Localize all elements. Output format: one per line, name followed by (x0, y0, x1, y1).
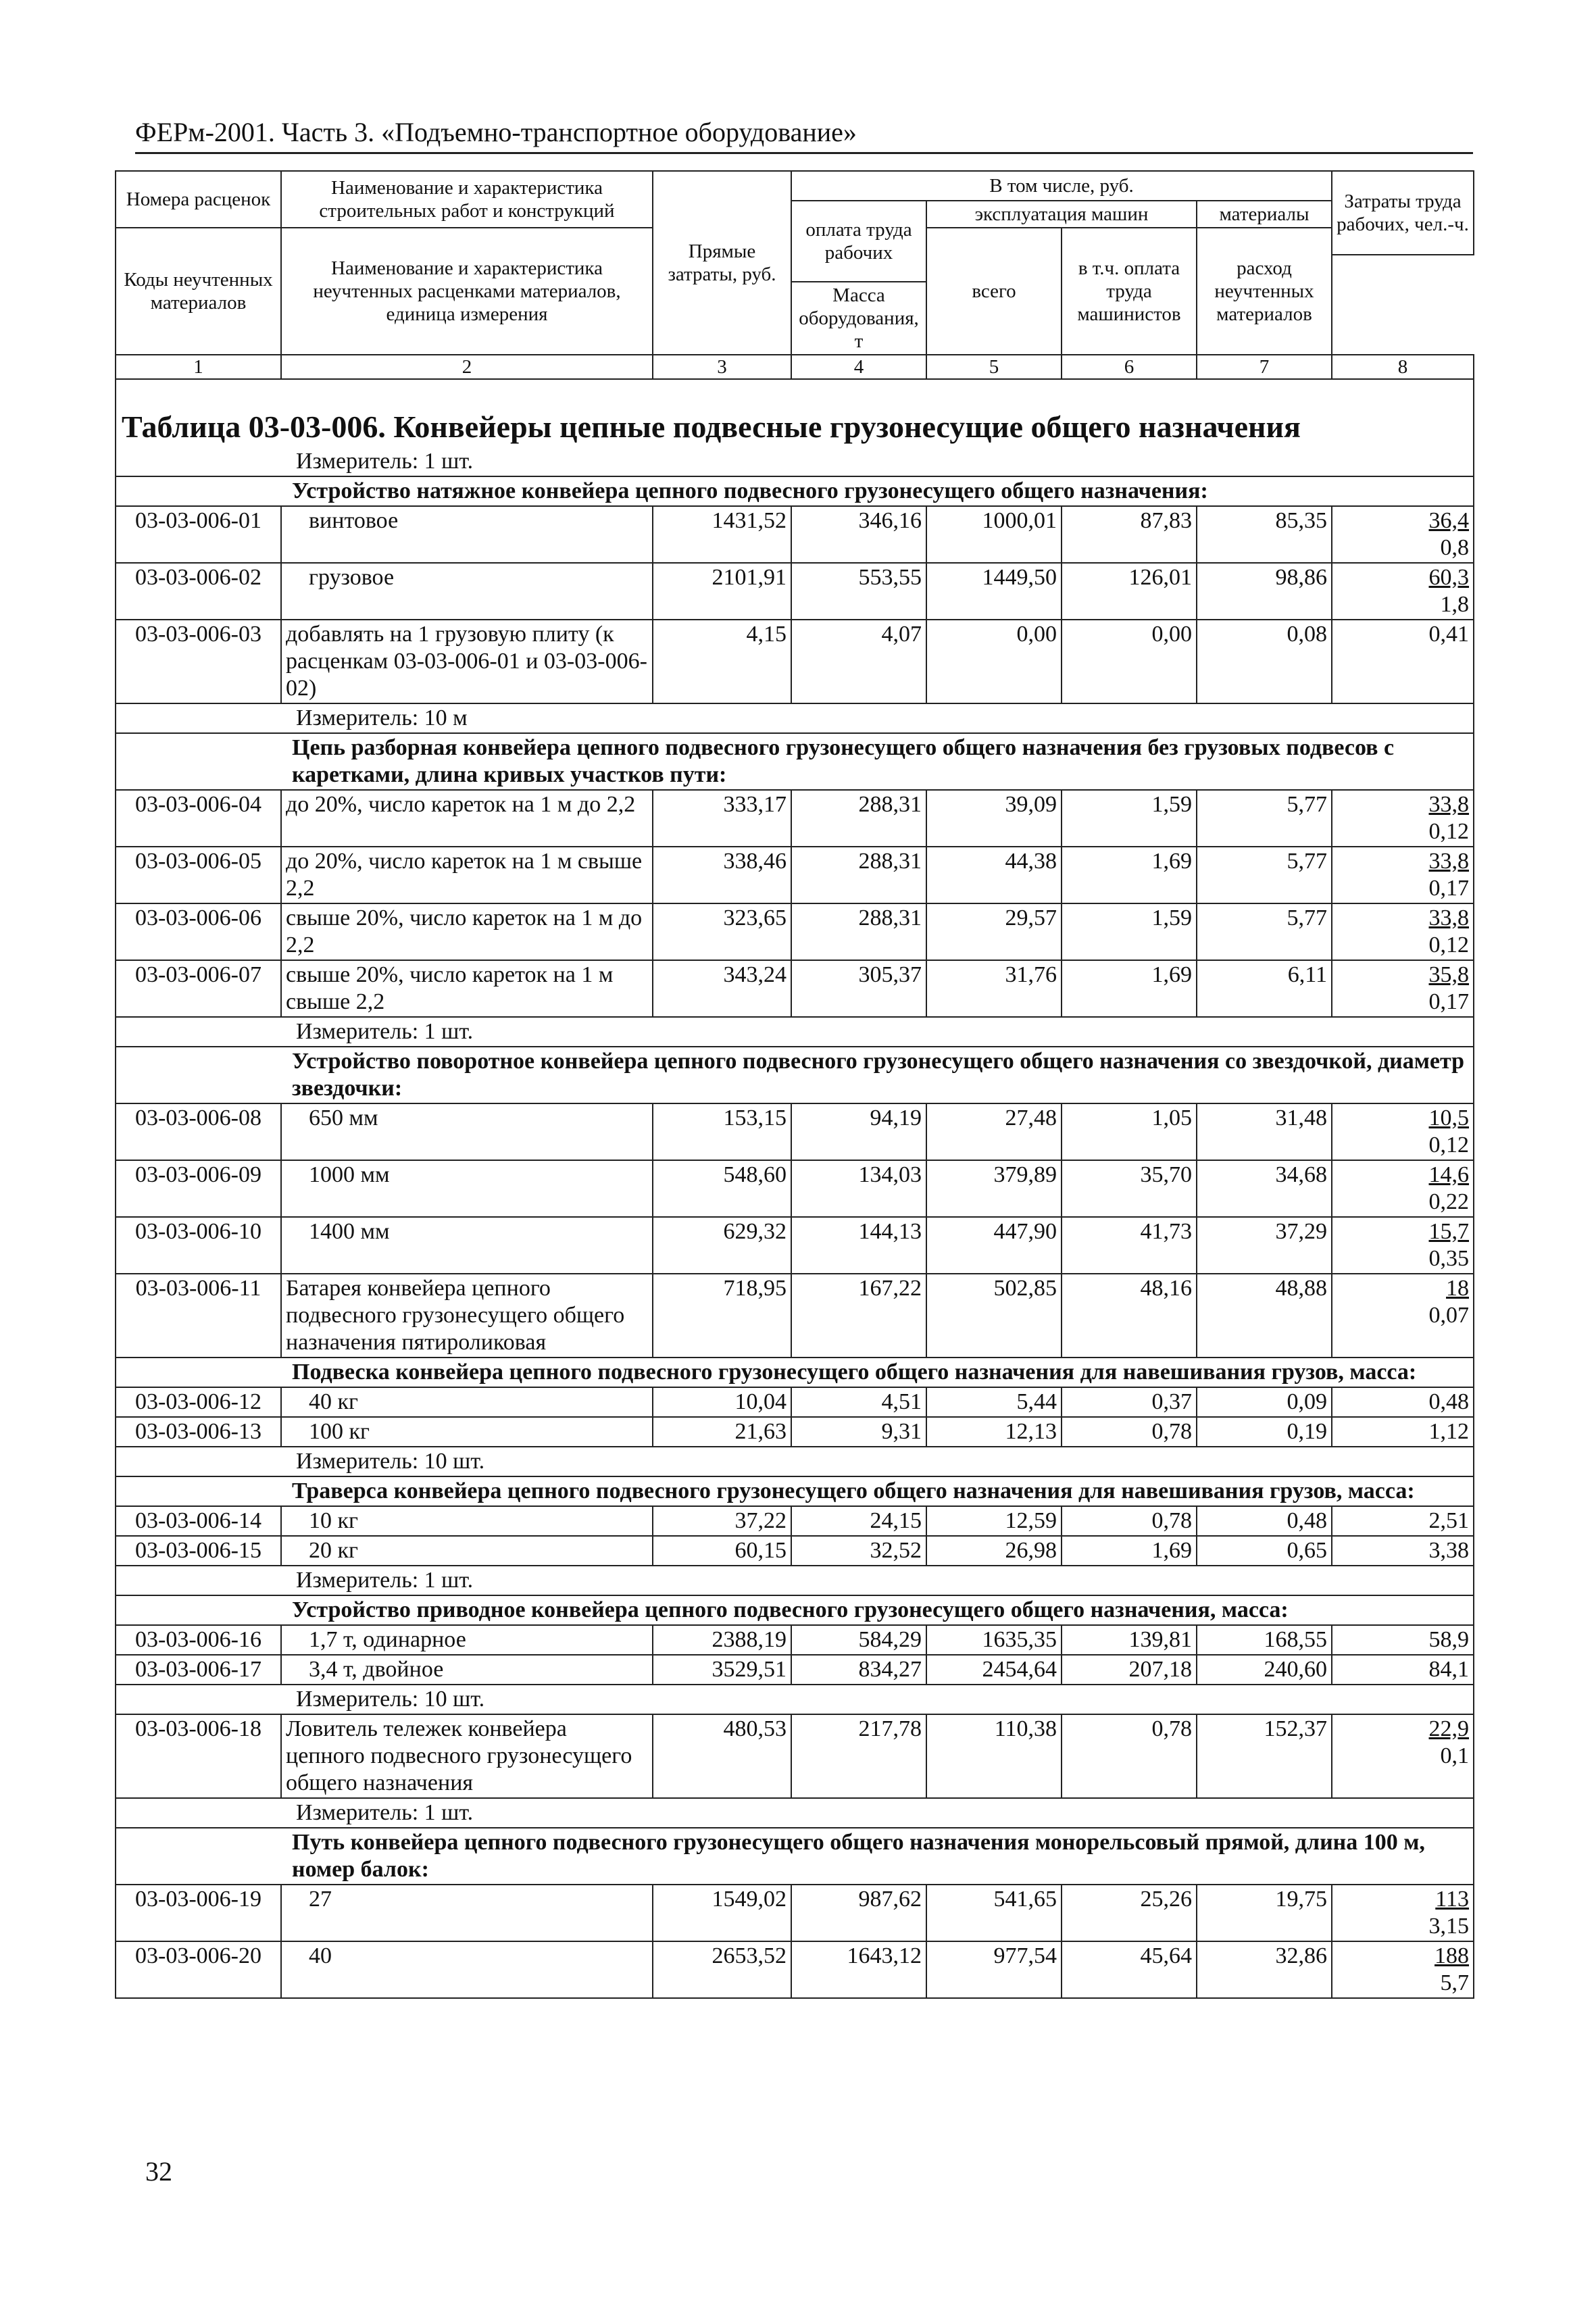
cell-materials: 98,86 (1197, 563, 1332, 620)
rate-name: 27 (281, 1885, 653, 1941)
cell-labor-mass (1332, 563, 1474, 620)
rates-table-wrapper (115, 170, 1473, 1999)
labor-value: 10,5 (1428, 1105, 1469, 1130)
cell-direct: 21,63 (653, 1417, 791, 1447)
header-labor: Затраты труда рабочих, чел.-ч. (1332, 171, 1474, 255)
cell-direct: 323,65 (653, 903, 791, 960)
rate-code: 03-03-006-05 (116, 847, 281, 903)
table-row (116, 1274, 1474, 1358)
table-row (116, 620, 1474, 703)
rate-name: Батарея конвейера цепного подвесного грузонесущего общего назначения пятироликовая (281, 1274, 653, 1358)
cell-machines: 1449,50 (926, 563, 1062, 620)
cell-machinists: 207,18 (1062, 1655, 1197, 1685)
cell-materials: 32,86 (1197, 1941, 1332, 1998)
measure-unit: Измеритель: 1 шт. (296, 1019, 474, 1044)
cell-wages: 4,07 (791, 620, 926, 703)
measure-unit: Измеритель: 1 шт. (296, 449, 474, 474)
col-num: 3 (653, 355, 791, 379)
cell-materials: 0,19 (1197, 1417, 1332, 1447)
cell-direct: 343,24 (653, 960, 791, 1017)
labor-value: 60,3 (1428, 565, 1469, 590)
mass-value: 0,22 (1428, 1189, 1469, 1214)
cell-direct: 153,15 (653, 1103, 791, 1160)
rate-code: 03-03-006-04 (116, 790, 281, 847)
cell-machines: 44,38 (926, 847, 1062, 903)
cell-direct: 480,53 (653, 1714, 791, 1798)
rate-code: 03-03-006-18 (116, 1714, 281, 1798)
cell-labor: 84,1 (1332, 1655, 1474, 1685)
group-heading: Устройство приводное конвейера цепного подвесного грузонесущего общего назначения, масса: (116, 1595, 1474, 1625)
table-row (116, 1417, 1474, 1447)
cell-machinists: 25,26 (1062, 1885, 1197, 1941)
cell-labor-mass (1332, 1160, 1474, 1217)
labor-value: 15,7 (1428, 1219, 1469, 1244)
cell-direct: 548,60 (653, 1160, 791, 1217)
cell-machines: 0,00 (926, 620, 1062, 703)
cell-machines: 39,09 (926, 790, 1062, 847)
labor-value: 33,8 (1428, 792, 1469, 817)
rate-code: 03-03-006-02 (116, 563, 281, 620)
cell-labor: 1,12 (1332, 1417, 1474, 1447)
cell-wages: 346,16 (791, 506, 926, 563)
cell-labor-mass (1332, 1274, 1474, 1358)
header-machinists-wages: в т.ч. оплата труда машинистов (1062, 228, 1197, 355)
cell-materials: 5,77 (1197, 903, 1332, 960)
rate-name: 20 кг (281, 1536, 653, 1566)
cell-wages: 134,03 (791, 1160, 926, 1217)
measure-unit: Измеритель: 1 шт. (296, 1800, 474, 1825)
cell-machinists: 1,59 (1062, 903, 1197, 960)
header-mat-consumption: расход неучтенных материалов (1197, 228, 1332, 355)
rate-code: 03-03-006-14 (116, 1506, 281, 1536)
cell-materials: 37,29 (1197, 1217, 1332, 1274)
cell-machines: 447,90 (926, 1217, 1062, 1274)
cell-machinists: 0,78 (1062, 1714, 1197, 1798)
rates-table (115, 170, 1474, 1999)
cell-materials: 152,37 (1197, 1714, 1332, 1798)
cell-direct: 4,15 (653, 620, 791, 703)
mass-value: 5,7 (1440, 1970, 1469, 1995)
cell-machinists: 1,59 (1062, 790, 1197, 847)
measure-unit: Измеритель: 10 м (296, 705, 468, 730)
cell-machines: 27,48 (926, 1103, 1062, 1160)
header-direct-costs: Прямые затраты, руб. (653, 171, 791, 355)
cell-machines: 1635,35 (926, 1625, 1062, 1655)
rate-code: 03-03-006-17 (116, 1655, 281, 1685)
cell-labor: 2,51 (1332, 1506, 1474, 1536)
mass-value: 0,12 (1428, 932, 1469, 957)
cell-machines: 2454,64 (926, 1655, 1062, 1685)
cell-materials: 6,11 (1197, 960, 1332, 1017)
cell-machines: 110,38 (926, 1714, 1062, 1798)
cell-labor-mass (1332, 790, 1474, 847)
header-works: Наименование и характеристика строительных работ и конструкций (281, 171, 653, 228)
cell-machinists: 1,69 (1062, 847, 1197, 903)
rate-code: 03-03-006-19 (116, 1885, 281, 1941)
group-heading: Путь конвейера цепного подвесного грузонесущего общего назначения монорельсовый прямой, длина 100 м, номер балок: (116, 1828, 1474, 1885)
table-row (116, 563, 1474, 620)
cell-wages: 94,19 (791, 1103, 926, 1160)
cell-labor-mass (1332, 847, 1474, 903)
cell-labor-mass (1332, 1885, 1474, 1941)
rate-code: 03-03-006-07 (116, 960, 281, 1017)
cell-direct: 60,15 (653, 1536, 791, 1566)
cell-materials: 168,55 (1197, 1625, 1332, 1655)
col-num: 5 (926, 355, 1062, 379)
rate-name: 100 кг (281, 1417, 653, 1447)
cell-wages: 24,15 (791, 1506, 926, 1536)
labor-value: 188 (1435, 1943, 1469, 1968)
table-row (116, 1506, 1474, 1536)
cell-materials: 34,68 (1197, 1160, 1332, 1217)
mass-value: 0,12 (1428, 819, 1469, 844)
rate-name: 40 (281, 1941, 653, 1998)
rate-name: винтовое (281, 506, 653, 563)
rate-code: 03-03-006-20 (116, 1941, 281, 1998)
cell-labor-mass (1332, 960, 1474, 1017)
cell-machines: 541,65 (926, 1885, 1062, 1941)
table-row (116, 1714, 1474, 1798)
mass-value: 3,15 (1428, 1914, 1469, 1939)
labor-value: 35,8 (1428, 962, 1469, 987)
rate-name: добавлять на 1 грузовую плиту (к расценкам 03-03-006-01 и 03-03-006-02) (281, 620, 653, 703)
rate-code: 03-03-006-10 (116, 1217, 281, 1274)
cell-materials: 0,08 (1197, 620, 1332, 703)
cell-direct: 2101,91 (653, 563, 791, 620)
cell-wages: 4,51 (791, 1387, 926, 1417)
cell-machinists: 1,05 (1062, 1103, 1197, 1160)
cell-machines: 29,57 (926, 903, 1062, 960)
running-head: ФЕРм-2001. Часть 3. «Подъемно-транспортное оборудование» (135, 116, 1473, 154)
cell-labor: 0,41 (1332, 620, 1474, 703)
cell-wages: 32,52 (791, 1536, 926, 1566)
col-num: 1 (116, 355, 281, 379)
table-row (116, 960, 1474, 1017)
cell-machines: 31,76 (926, 960, 1062, 1017)
rate-name: до 20%, число кареток на 1 м до 2,2 (281, 790, 653, 847)
header-codes: Номера расценок (116, 171, 281, 228)
cell-machines: 26,98 (926, 1536, 1062, 1566)
col-num: 8 (1332, 355, 1474, 379)
cell-machinists: 0,37 (1062, 1387, 1197, 1417)
table-row (116, 1941, 1474, 1998)
labor-value: 113 (1435, 1887, 1469, 1912)
cell-labor-mass (1332, 506, 1474, 563)
cell-machinists: 1,69 (1062, 960, 1197, 1017)
cell-direct: 37,22 (653, 1506, 791, 1536)
rate-code: 03-03-006-01 (116, 506, 281, 563)
rate-code: 03-03-006-06 (116, 903, 281, 960)
cell-machinists: 0,78 (1062, 1506, 1197, 1536)
mass-value: 0,35 (1428, 1246, 1469, 1271)
cell-machines: 379,89 (926, 1160, 1062, 1217)
header-mat-names: Наименование и характеристика неучтенных расценками материалов, единица измерения (281, 228, 653, 355)
rate-code: 03-03-006-12 (116, 1387, 281, 1417)
cell-machinists: 35,70 (1062, 1160, 1197, 1217)
cell-wages: 987,62 (791, 1885, 926, 1941)
rate-code: 03-03-006-03 (116, 620, 281, 703)
group-heading: Траверса конвейера цепного подвесного грузонесущего общего назначения для навешивания грузов, масса: (116, 1476, 1474, 1506)
cell-direct: 333,17 (653, 790, 791, 847)
cell-machinists: 126,01 (1062, 563, 1197, 620)
header-mass: Масса оборудования, т (791, 282, 926, 355)
labor-value: 36,4 (1428, 508, 1469, 533)
cell-direct: 629,32 (653, 1217, 791, 1274)
labor-value: 33,8 (1428, 905, 1469, 930)
rate-code: 03-03-006-16 (116, 1625, 281, 1655)
group-heading: Устройство натяжное конвейера цепного подвесного грузонесущего общего назначения: (116, 476, 1474, 506)
labor-value: 22,9 (1428, 1716, 1469, 1741)
rate-name: 3,4 т, двойное (281, 1655, 653, 1685)
cell-wages: 288,31 (791, 790, 926, 847)
table-row (116, 1536, 1474, 1566)
rate-name: 1000 мм (281, 1160, 653, 1217)
rate-code: 03-03-006-13 (116, 1417, 281, 1447)
cell-machines: 502,85 (926, 1274, 1062, 1358)
cell-labor: 58,9 (1332, 1625, 1474, 1655)
table-row (116, 1160, 1474, 1217)
cell-direct: 718,95 (653, 1274, 791, 1358)
rate-name: 1,7 т, одинарное (281, 1625, 653, 1655)
header-mat-codes: Коды неучтенных материалов (116, 228, 281, 355)
cell-materials: 5,77 (1197, 847, 1332, 903)
header-including: В том числе, руб. (791, 171, 1332, 201)
labor-value: 14,6 (1428, 1162, 1469, 1187)
header-machines-total: всего (926, 228, 1062, 355)
mass-value: 0,17 (1428, 876, 1469, 901)
measure-unit: Измеритель: 10 шт. (296, 1687, 485, 1712)
table-row (116, 847, 1474, 903)
cell-machines: 1000,01 (926, 506, 1062, 563)
cell-wages: 167,22 (791, 1274, 926, 1358)
cell-materials: 48,88 (1197, 1274, 1332, 1358)
table-row (116, 1103, 1474, 1160)
col-num: 7 (1197, 355, 1332, 379)
cell-direct: 2388,19 (653, 1625, 791, 1655)
rate-code: 03-03-006-11 (116, 1274, 281, 1358)
table-row (116, 1625, 1474, 1655)
col-num: 6 (1062, 355, 1197, 379)
cell-materials: 0,65 (1197, 1536, 1332, 1566)
cell-machinists: 0,78 (1062, 1417, 1197, 1447)
header-materials: материалы (1197, 201, 1332, 228)
group-heading: Цепь разборная конвейера цепного подвесного грузонесущего общего назначения без грузовых подвесов с каретками, длина кривых участков пути: (116, 733, 1474, 790)
cell-machines: 977,54 (926, 1941, 1062, 1998)
mass-value: 0,1 (1440, 1743, 1469, 1768)
table-row (116, 1655, 1474, 1685)
rate-name: грузовое (281, 563, 653, 620)
cell-materials: 85,35 (1197, 506, 1332, 563)
cell-machinists: 45,64 (1062, 1941, 1197, 1998)
table-row (116, 790, 1474, 847)
cell-wages: 288,31 (791, 903, 926, 960)
cell-labor-mass (1332, 1714, 1474, 1798)
group-heading: Устройство поворотное конвейера цепного подвесного грузонесущего общего назначения со звездочкой, диаметр звездочки: (116, 1047, 1474, 1103)
header-wages: оплата труда рабочих (791, 201, 926, 282)
cell-wages: 288,31 (791, 847, 926, 903)
col-num: 4 (791, 355, 926, 379)
cell-machinists: 139,81 (1062, 1625, 1197, 1655)
cell-materials: 31,48 (1197, 1103, 1332, 1160)
cell-wages: 584,29 (791, 1625, 926, 1655)
cell-materials: 0,48 (1197, 1506, 1332, 1536)
mass-value: 0,8 (1440, 535, 1469, 560)
table-row (116, 903, 1474, 960)
col-num: 2 (281, 355, 653, 379)
group-heading: Подвеска конвейера цепного подвесного грузонесущего общего назначения для навешивания грузов, масса: (116, 1358, 1474, 1387)
cell-wages: 1643,12 (791, 1941, 926, 1998)
rate-name: Ловитель тележек конвейера цепного подвесного грузонесущего общего назначения (281, 1714, 653, 1798)
cell-labor-mass (1332, 903, 1474, 960)
cell-machinists: 48,16 (1062, 1274, 1197, 1358)
mass-value: 0,17 (1428, 989, 1469, 1014)
cell-labor: 3,38 (1332, 1536, 1474, 1566)
rate-code: 03-03-006-09 (116, 1160, 281, 1217)
labor-value: 18 (1446, 1276, 1469, 1301)
cell-wages: 305,37 (791, 960, 926, 1017)
rate-name: 10 кг (281, 1506, 653, 1536)
cell-wages: 217,78 (791, 1714, 926, 1798)
rate-name: свыше 20%, число кареток на 1 м до 2,2 (281, 903, 653, 960)
cell-direct: 1549,02 (653, 1885, 791, 1941)
cell-machines: 12,13 (926, 1417, 1062, 1447)
cell-labor-mass (1332, 1217, 1474, 1274)
measure-unit: Измеритель: 10 шт. (296, 1449, 485, 1474)
cell-wages: 9,31 (791, 1417, 926, 1447)
table-row (116, 1217, 1474, 1274)
table-row (116, 506, 1474, 563)
cell-materials: 240,60 (1197, 1655, 1332, 1685)
cell-materials: 19,75 (1197, 1885, 1332, 1941)
cell-machines: 12,59 (926, 1506, 1062, 1536)
cell-direct: 2653,52 (653, 1941, 791, 1998)
cell-direct: 338,46 (653, 847, 791, 903)
rate-name: 650 мм (281, 1103, 653, 1160)
header-machines: эксплуатация машин (926, 201, 1197, 228)
table-title: Таблица 03-03-006. Конвейеры цепные подвесные грузонесущие общего назначения (116, 379, 1474, 447)
mass-value: 1,8 (1440, 592, 1469, 617)
rate-name: свыше 20%, число кареток на 1 м свыше 2,2 (281, 960, 653, 1017)
page-number: 32 (145, 2156, 172, 2187)
labor-value: 33,8 (1428, 849, 1469, 874)
cell-machines: 5,44 (926, 1387, 1062, 1417)
cell-wages: 144,13 (791, 1217, 926, 1274)
rate-code: 03-03-006-15 (116, 1536, 281, 1566)
cell-wages: 553,55 (791, 563, 926, 620)
mass-value: 0,12 (1428, 1132, 1469, 1158)
rate-code: 03-03-006-08 (116, 1103, 281, 1160)
cell-labor-mass (1332, 1941, 1474, 1998)
cell-materials: 0,09 (1197, 1387, 1332, 1417)
cell-machinists: 0,00 (1062, 620, 1197, 703)
measure-unit: Измеритель: 1 шт. (296, 1568, 474, 1593)
cell-labor-mass (1332, 1103, 1474, 1160)
cell-labor: 0,48 (1332, 1387, 1474, 1417)
cell-wages: 834,27 (791, 1655, 926, 1685)
cell-materials: 5,77 (1197, 790, 1332, 847)
rate-name: до 20%, число кареток на 1 м свыше 2,2 (281, 847, 653, 903)
cell-machinists: 87,83 (1062, 506, 1197, 563)
mass-value: 0,07 (1428, 1303, 1469, 1328)
table-row (116, 1885, 1474, 1941)
cell-direct: 1431,52 (653, 506, 791, 563)
cell-direct: 3529,51 (653, 1655, 791, 1685)
rate-name: 1400 мм (281, 1217, 653, 1274)
cell-machinists: 41,73 (1062, 1217, 1197, 1274)
cell-direct: 10,04 (653, 1387, 791, 1417)
cell-machinists: 1,69 (1062, 1536, 1197, 1566)
rate-name: 40 кг (281, 1387, 653, 1417)
table-row (116, 1387, 1474, 1417)
